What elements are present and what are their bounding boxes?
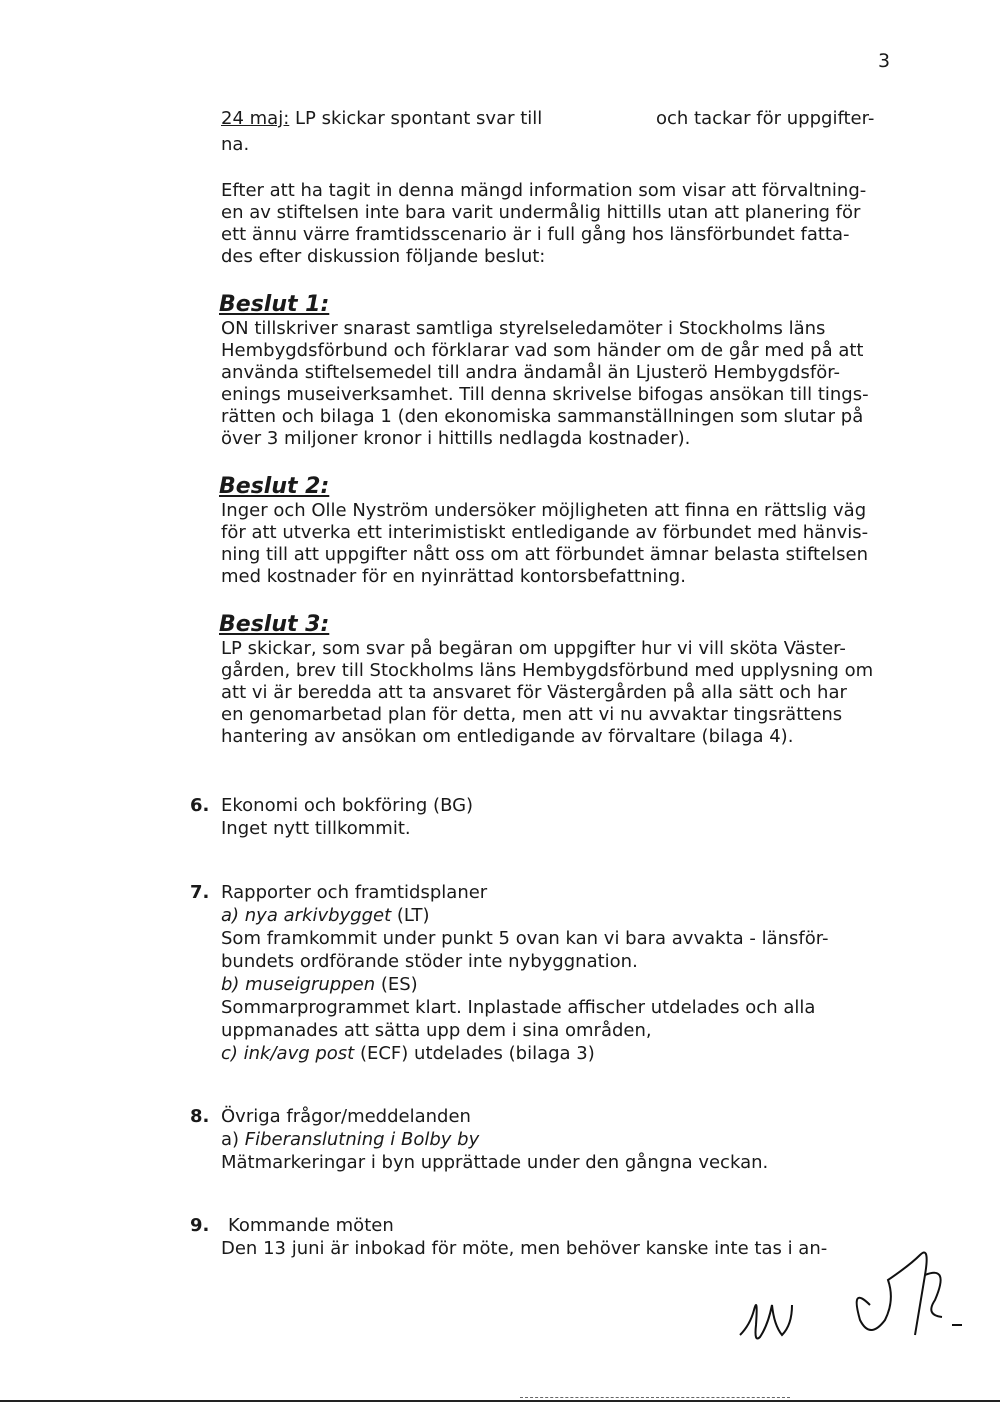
item-7-title: Rapporter och framtidsplaner xyxy=(221,882,488,903)
item-7-b-line: Sommarprogrammet klart. Inplastade affischer utdelades och alla xyxy=(221,997,816,1018)
item-6-title: Ekonomi och bokföring (BG) xyxy=(221,795,474,816)
intro-line-1 xyxy=(221,108,542,130)
item-7-a-label: a) nya arkivbygget xyxy=(221,905,392,926)
item-7-b-suffix: (ES) xyxy=(375,974,418,995)
item-9-line: Den 13 juni är inbokad för möte, men behöver kanske inte tas i an- xyxy=(221,1238,828,1259)
item-8-number: 8. xyxy=(190,1106,210,1127)
item-8-a-label: Fiberanslutning i Bolby by xyxy=(244,1129,480,1150)
item-7-b-line: uppmanades att sätta upp dem i sina områden, xyxy=(221,1020,652,1041)
beslut-3-line: LP skickar, som svar på begäran om uppgifter hur vi vill sköta Väster- xyxy=(221,638,846,659)
para-line: Efter att ha tagit in denna mängd information som visar att förvaltning- xyxy=(221,180,867,201)
beslut-3-line: att vi är beredda att ta ansvaret för Västergården på alla sätt och har xyxy=(221,682,847,703)
beslut-1-line: rätten och bilaga 1 (den ekonomiska sammanställningen som slutar på xyxy=(221,406,864,427)
beslut-2-line: med kostnader för en nyinrättad kontorsbefattning. xyxy=(221,566,686,587)
item-7-a-line: Som framkommit under punkt 5 ovan kan vi bara avvakta - länsför- xyxy=(221,928,829,949)
item-8-title: Övriga frågor/meddelanden xyxy=(221,1106,471,1127)
item-8-line: Mätmarkeringar i byn upprättade under den gångna veckan. xyxy=(221,1152,769,1173)
beslut-3-line: hantering av ansökan om entledigande av förvaltare (bilaga 4). xyxy=(221,726,794,747)
item-7-b xyxy=(221,974,418,996)
intro-line-2: na. xyxy=(221,134,250,155)
footer-dashed-rule xyxy=(520,1397,790,1399)
beslut-1-line: ON tillskriver snarast samtliga styrelseledamöter i Stockholms läns xyxy=(221,318,826,339)
intro-text: LP skickar spontant svar till xyxy=(289,108,543,129)
item-7-a xyxy=(221,905,429,927)
item-7-a-line: bundets ordförande stöder inte nybyggnation. xyxy=(221,951,638,972)
beslut-1-line: över 3 miljoner kronor i hittills nedlagda kostnader). xyxy=(221,428,691,449)
item-9-number: 9. xyxy=(190,1215,210,1236)
beslut-2-heading: Beslut 2: xyxy=(219,474,330,499)
item-7-a-suffix: (LT) xyxy=(391,905,430,926)
beslut-2-line: för att utverka ett interimistiskt entledigande av förbundet med hänvis- xyxy=(221,522,869,543)
page-number: 3 xyxy=(878,50,891,72)
beslut-3-line: en genomarbetad plan för detta, men att vi nu avvaktar tingsrättens xyxy=(221,704,843,725)
beslut-1-line: använda stiftelsemedel till andra ändamål än Ljusterö Hembygdsför- xyxy=(221,362,840,383)
item-7-c-label: c) ink/avg post xyxy=(221,1043,355,1064)
beslut-3-heading: Beslut 3: xyxy=(219,612,330,637)
para-line: ett ännu värre framtidsscenario är i full gång hos länsförbundet fatta- xyxy=(221,224,850,245)
item-6-line: Inget nytt tillkommit. xyxy=(221,818,411,839)
para-line: des efter diskussion följande beslut: xyxy=(221,246,546,267)
item-7-c xyxy=(221,1043,595,1065)
para-line: en av stiftelsen inte bara varit undermålig hittills utan att planering för xyxy=(221,202,861,223)
beslut-2-line: Inger och Olle Nyström undersöker möjligheten att finna en rättslig väg xyxy=(221,500,867,521)
beslut-1-line: Hembygdsförbund och förklarar vad som händer om de går med på att xyxy=(221,340,864,361)
item-8-a xyxy=(221,1129,479,1151)
intro-line-1-right: och tackar för uppgifter- xyxy=(656,108,875,129)
beslut-1-heading: Beslut 1: xyxy=(219,292,330,317)
item-9-title: Kommande möten xyxy=(228,1215,394,1236)
item-7-c-suffix: (ECF) utdelades (bilaga 3) xyxy=(354,1043,595,1064)
item-8-a-prefix: a) xyxy=(221,1129,245,1150)
item-7-b-label: b) museigruppen xyxy=(221,974,376,995)
item-6-number: 6. xyxy=(190,795,210,816)
beslut-1-line: enings museiverksamhet. Till denna skrivelse bifogas ansökan till tings- xyxy=(221,384,869,405)
handwritten-initials xyxy=(720,1225,970,1355)
intro-date: 24 maj: xyxy=(221,108,290,129)
item-7-number: 7. xyxy=(190,882,210,903)
footer-rule xyxy=(0,1400,1000,1402)
beslut-3-line: gården, brev till Stockholms läns Hembygdsförbund med upplysning om xyxy=(221,660,874,681)
beslut-2-line: ning till att uppgifter nått oss om att förbundet ämnar belasta stiftelsen xyxy=(221,544,869,565)
